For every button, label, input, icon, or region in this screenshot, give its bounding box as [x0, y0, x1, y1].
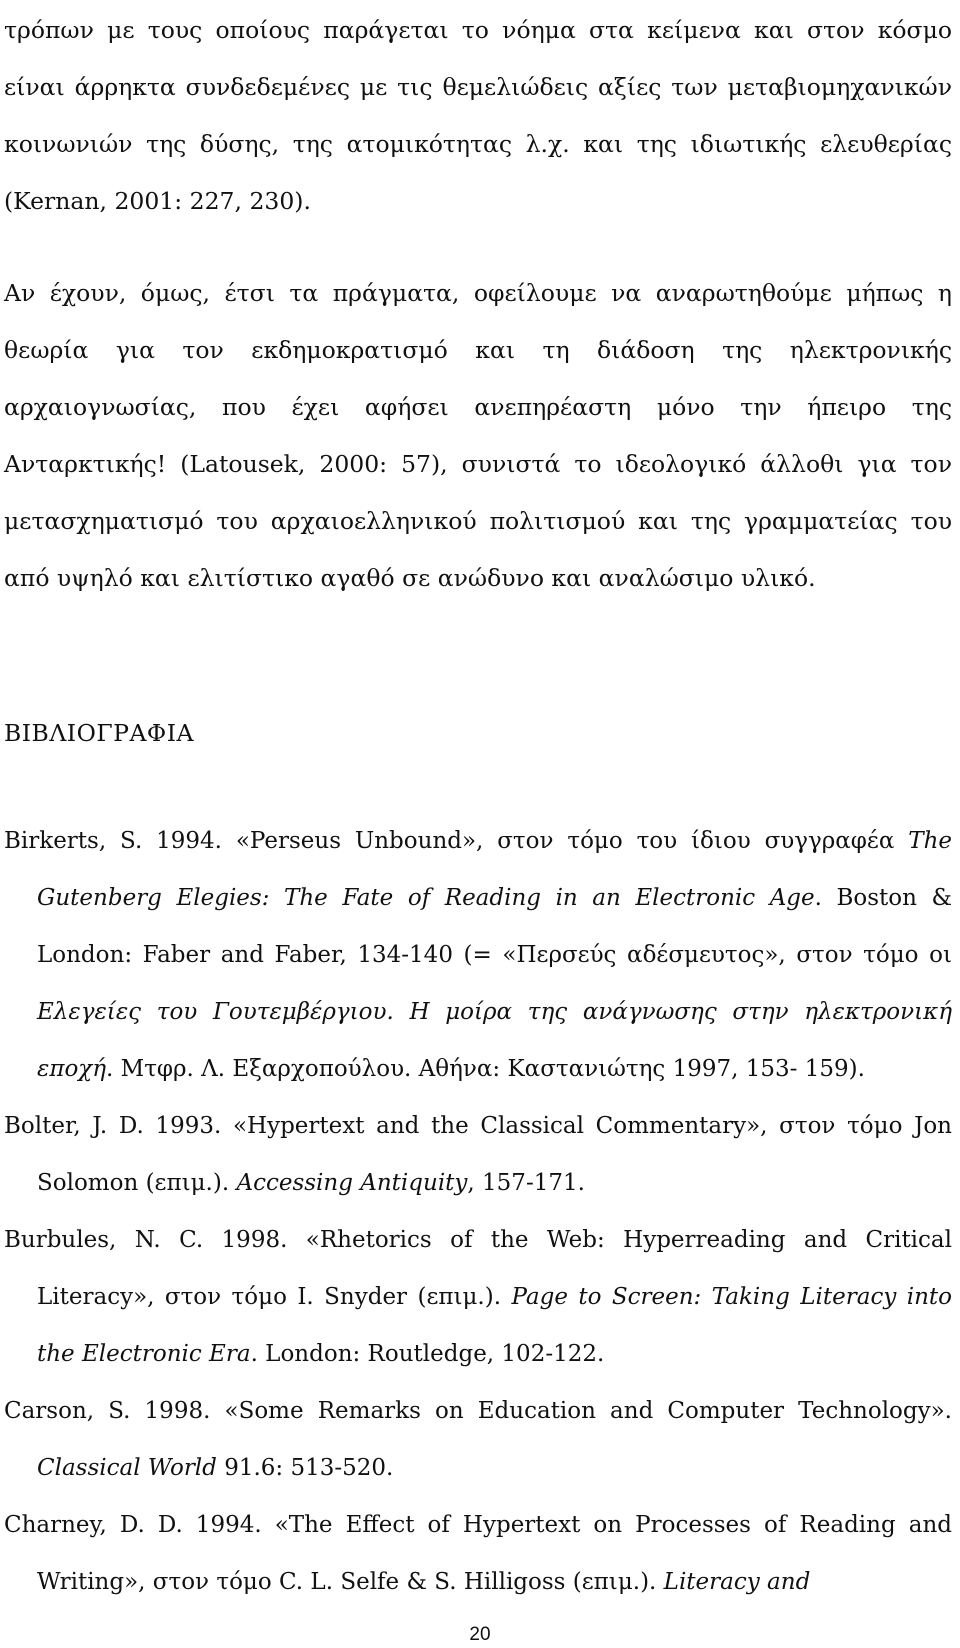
reference-text: . London: Routledge, 102-122.	[250, 1341, 605, 1367]
bibliography-entry	[4, 1497, 952, 1611]
reference-title: Page to Screen: Taking Literacy into the Electronic Era	[37, 1284, 952, 1367]
reference-text: Burbules, N. C. 1998. «Rhetorics of the Web: Hyperreading and Critical Literacy», στον τόμο I. Snyder (επιμ.).	[4, 1227, 952, 1310]
bibliography-list	[4, 813, 952, 1611]
reference-text: Bolter, J. D. 1993. «Hypertext and the Classical Commentary», στον τόμο Jon Solomon (επιμ.).	[4, 1113, 952, 1196]
bibliography-heading: ΒΙΒΛΙΟΓΡΑΦΙΑ	[4, 719, 194, 747]
bibliography-entry	[4, 1383, 952, 1497]
reference-text: . Μτφρ. Λ. Εξαρχοπούλου. Αθήνα: Καστανιώτης 1997, 153- 159).	[106, 1056, 865, 1082]
page-number: 20	[469, 1624, 491, 1645]
reference-title: Ελεγείες του Γουτεμβέργιου. Η μοίρα της ανάγνωσης στην ηλεκτρονική εποχή	[37, 999, 952, 1082]
reference-title: Classical World	[37, 1455, 217, 1481]
reference-title: Literacy and	[663, 1569, 811, 1595]
body-paragraph: Αν έχουν, όμως, έτσι τα πράγματα, οφείλουμε να αναρωτηθούμε μήπως η θεωρία για τον εκδημοκρατισμό και τη διάδοση της ηλεκτρονικής αρχαιογνωσίας, που έχει αφήσει ανεπηρέαστη μόνο την ήπειρο της Ανταρκτικής! (Latousek, 2000: 57), συνιστά το ιδεολογικό άλλοθι για τον μετασχηματισμό του αρχαιοελληνικού πολιτισμού και της γραμματείας του από υψηλό και ελιτίστικο αγαθό σε ανώδυνο και αναλώσιμο υλικό.	[4, 279, 952, 592]
bibliography-entry	[4, 1212, 952, 1383]
reference-text: Carson, S. 1998. «Some Remarks on Education and Computer Technology».	[4, 1398, 952, 1424]
reference-title: The Gutenberg Elegies: The Fate of Reading in an Electronic Age	[37, 828, 952, 911]
reference-text: . Boston & London: Faber and Faber, 134-140 (= «Περσεύς αδέσμευτος», στον τόμο οι	[37, 885, 952, 968]
bibliography-entry	[4, 813, 952, 1098]
reference-text: 91.6: 513-520.	[216, 1455, 394, 1481]
reference-text: Charney, D. D. 1994. «The Effect of Hypertext on Processes of Reading and Writing», στον τόμο C. L. Selfe & S. Hilligoss (επιμ.).	[4, 1512, 952, 1595]
bibliography-entry	[4, 1098, 952, 1212]
reference-title: Accessing Antiquity	[236, 1170, 468, 1196]
body-paragraph: τρόπων με τους οποίους παράγεται το νόημα στα κείμενα και στον κόσμο είναι άρρηκτα συνδεδεμένες με τις θεμελιώδεις αξίες των μεταβιομηχανικών κοινωνιών της δύσης, της ατομικότητας λ.χ. και της ιδιωτικής ελευθερίας (Kernan, 2001: 227, 230).	[4, 16, 952, 215]
reference-text: Birkerts, S. 1994. «Perseus Unbound», στον τόμο του ίδιου συγγραφέα	[4, 828, 909, 854]
reference-text: , 157-171.	[467, 1170, 585, 1196]
